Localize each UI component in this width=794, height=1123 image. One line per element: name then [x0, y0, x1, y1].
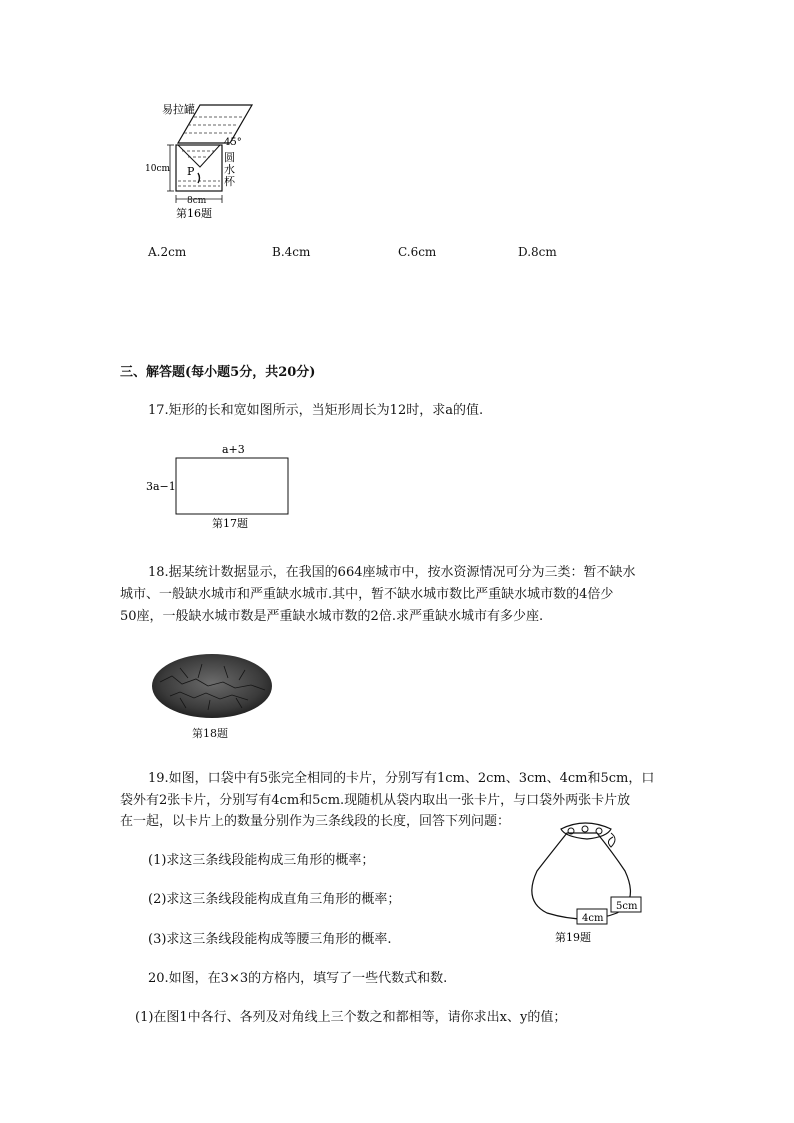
q17-figure: [140, 440, 300, 532]
rectangle-diagram: [140, 440, 300, 532]
height-label: 10cm: [145, 164, 171, 174]
q19-sub-2: (2)求这三条线段能构成直角三角形的概率；: [148, 892, 401, 907]
q17-caption: 第17题: [212, 517, 248, 530]
can-label: 易拉罐: [162, 103, 195, 116]
q18-figure: [150, 652, 275, 742]
bag-diagram: [525, 815, 675, 950]
q19-sub-3: (3)求这三条线段能构成等腰三角形的概率.: [148, 932, 392, 947]
option-a: A.2cm: [148, 245, 187, 259]
water-stream: [198, 173, 200, 183]
q18-caption: 第18题: [192, 727, 228, 740]
rect-length-label: a+3: [222, 443, 245, 456]
q17-text: 17.矩形的长和宽如图所示，当矩形周长为12时，求a的值.: [148, 403, 484, 418]
width-label: 8cm: [187, 196, 207, 206]
q19-line-1: 19.如图，口袋中有5张完全相同的卡片，分别写有1cm、2cm、3cm、4cm和5cm，口: [148, 771, 655, 786]
bag-string: [608, 833, 615, 847]
q18-line-1: 18.据某统计数据显示，在我国的664座城市中，按水资源情况可分为三类：暂不缺水: [148, 565, 636, 580]
q18-line-2: 城市、一般缺水城市和严重缺水城市.其中，暂不缺水城市数比严重缺水城市数的4倍少: [120, 587, 614, 602]
can-water-lines: [184, 117, 243, 133]
rect-width-label: 3a−1: [146, 480, 176, 493]
q18-line-3: 50座，一般缺水城市数是严重缺水城市数的2倍.求严重缺水城市有多少座.: [120, 609, 544, 624]
q19-caption: 第19题: [555, 931, 591, 944]
angle-label: 45°: [224, 137, 242, 148]
rectangle-shape: [176, 458, 288, 514]
point-label: P: [187, 165, 195, 178]
pour-triangle: [178, 145, 220, 167]
cup-label-2: 水: [224, 163, 235, 176]
q20-sub-1: (1)在图1中各行、各列及对角线上三个数之和都相等，请你求出x、y的值；: [135, 1010, 567, 1025]
cup-label-1: 圆: [224, 151, 235, 164]
cup-shape: [176, 145, 222, 191]
card-5cm-label: 5cm: [616, 901, 638, 912]
card-4cm-label: 4cm: [582, 913, 604, 924]
q19-line-2: 袋外有2张卡片，分别写有4cm和5cm.现随机从袋内取出一张卡片，与口袋外两张卡片放: [120, 793, 631, 808]
option-d: D.8cm: [518, 245, 557, 259]
q16-caption: 第16题: [176, 207, 212, 220]
q19-line-3: 在一起，以卡片上的数量分别作为三条线段的长度，回答下列问题：: [120, 814, 511, 829]
section3-heading: 三、解答题(每小题5分，共20分): [120, 365, 316, 380]
q20-text: 20.如图，在3×3的方格内，填写了一些代数式和数.: [148, 971, 448, 986]
cracked-earth-image: [150, 652, 275, 742]
option-c: C.6cm: [398, 245, 437, 259]
q16-figure: [140, 95, 260, 225]
option-b: B.4cm: [272, 245, 311, 259]
can-cup-diagram: [140, 95, 260, 225]
q19-sub-1: (1)求这三条线段能构成三角形的概率；: [148, 853, 375, 868]
q19-figure: [525, 815, 675, 950]
cup-label-3: 杯: [224, 175, 235, 188]
